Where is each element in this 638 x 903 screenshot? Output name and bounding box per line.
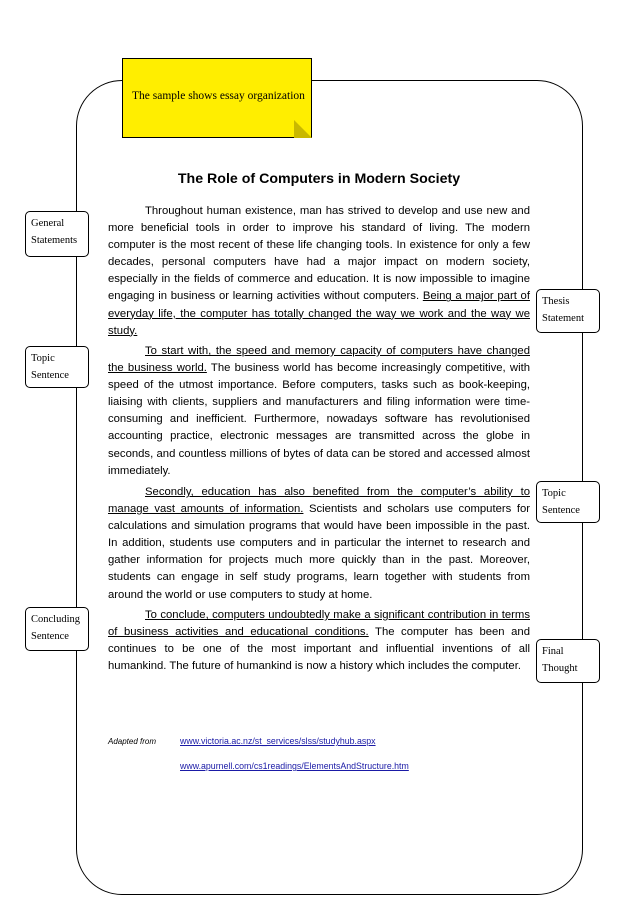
body-1-text: The business world has become increasingly competitive, with speed of the utmost importance. Before computers, tasks such as book-keeping, liaising with clients, suppliers and manufacturers and filing information were time-consuming and inefficient. Furthermore, nowadays software has revolutionised accounting practice, electronic messages are transmitted across the globe in seconds, and countless millions of bytes of data can be stored and accessed almost immediately. — [108, 362, 530, 477]
intro-text: Throughout human existence, man has strived to develop and use new and more beneficial tools in order to improve his standard of living. The modern computer is the most recent of these life changing tools. In existence for only a few decades, personal computers have had a major impact on modern society, especially in the fields of commerce and education. It is now impossible to imagine engaging in business or learning activities without computers. — [108, 205, 530, 303]
paragraph-conclusion — [108, 607, 530, 675]
topic-sentence-2: Secondly, education has also benefited from the computer’s ability to manage vast amounts of information. — [108, 486, 530, 516]
adapted-from-label: Adapted from — [108, 737, 157, 746]
sticky-note — [122, 58, 312, 138]
body-2-text: Scientists and scholars use computers for calculations and simulation programs that would have been impossible in the past. In addition, students use computers and in particular the internet to research and gather information for projects much more quickly than in the past. Moreover, students can engage in self study programs, learn together with students from around the world or use computers to study at home. — [108, 503, 530, 601]
label-topic-sentence-right: Topic Sentence — [536, 481, 600, 523]
label-thesis-statement: Thesis Statement — [536, 289, 600, 333]
conclusion-text: The computer has been and continues to be one of the most important and influential inventions of all humankind. The future of humankind is now a history which includes the computer. — [108, 626, 530, 673]
sticky-note-fold — [294, 120, 312, 138]
essay-title: The Role of Computers in Modern Society — [177, 171, 461, 187]
topic-sentence-1: To start with, the speed and memory capacity of computers have changed the business world. — [108, 345, 530, 375]
source-link-apurnell[interactable]: www.apurnell.com/cs1readings/ElementsAndStructure.htm — [180, 761, 409, 771]
source-link-victoria[interactable]: www.victoria.ac.nz/st_services/slss/studyhub.aspx — [180, 736, 376, 746]
label-concluding-sentence: Concluding Sentence — [25, 607, 89, 651]
label-topic-sentence-left: Topic Sentence — [25, 346, 89, 388]
label-final-thought: Final Thought — [536, 639, 600, 683]
thesis-statement-text: Being a major part of everyday life, the computer has totally changed the way we work and the way we study. — [108, 290, 530, 337]
paragraph-introduction — [108, 203, 530, 340]
paragraph-body-2 — [108, 484, 530, 604]
sticky-note-text: The sample shows essay organization — [132, 90, 305, 102]
label-general-statements: General Statements — [25, 211, 89, 257]
concluding-sentence: To conclude, computers undoubtedly make a significant contribution in terms of business activities and educational conditions. — [108, 609, 530, 639]
paragraph-body-1 — [108, 343, 530, 480]
